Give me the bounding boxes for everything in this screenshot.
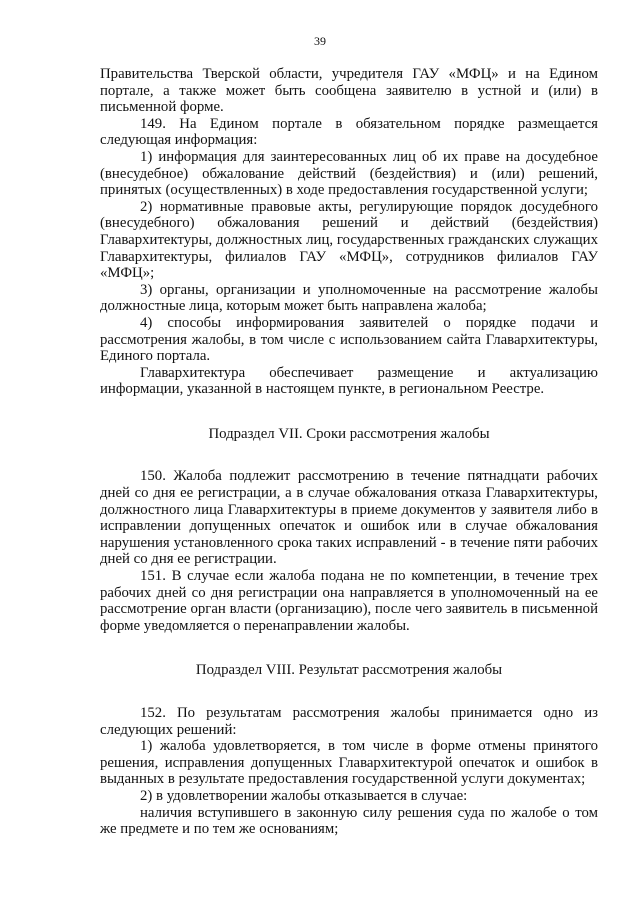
paragraph: 1) информация для заинтересованных лиц об их праве на досудебное (внесудебное) обжалование действий (бездействия) и (или) решений, принятых (осуществленных) в ходе предоставления государственной услуги; xyxy=(100,148,598,199)
page-number: 39 xyxy=(314,34,326,48)
paragraph: Главархитектура обеспечивает размещение и актуализацию информации, указанной в настоящем пункте, в региональном Реестре. xyxy=(100,364,598,398)
paragraph: 152. По результатам рассмотрения жалобы принимается одно из следующих решений: xyxy=(100,705,598,738)
paragraph: 1) жалоба удовлетворяется, в том числе в форме отмены принятого решения, исправления допущенных Главархитектурой опечаток и ошибок в выданных в результате предоставления государственной услуги документах; xyxy=(100,738,598,788)
section-heading-viii: Подраздел VIII. Результат рассмотрения жалобы xyxy=(195,662,503,679)
document-body xyxy=(100,66,598,838)
paragraph: 149. На Едином портале в обязательном порядке размещается следующая информация: xyxy=(100,115,598,149)
paragraph: 4) способы информирования заявителей о порядке подачи и рассмотрения жалобы, в том числе с использованием сайта Главархитектуры, Единого портала. xyxy=(100,314,598,365)
paragraph: 150. Жалоба подлежит рассмотрению в течение пятнадцати рабочих дней со дня ее регистрации, а в случае обжалования отказа Главархитектуры, должностного лица Главархитектуры в приеме документов у заявителя либо в исправлении допущенных опечаток и ошибок или в случае обжалования нарушения установленного срока таких исправлений - в течение пяти рабочих дней со дня ее регистрации. xyxy=(100,468,598,568)
paragraph: 2) нормативные правовые акты, регулирующие порядок досудебного (внесудебного) обжалования решений и действий (бездействия) Главархитектуры, должностных лиц, государственных гражданских служащих Главархитектуры, филиалов ГАУ «МФЦ», сотрудников филиалов ГАУ «МФЦ»; xyxy=(100,198,598,282)
paragraph: Правительства Тверской области, учредителя ГАУ «МФЦ» и на Едином портале, а также может быть сообщена заявителю в устной и (или) в письменной форме. xyxy=(100,66,598,116)
paragraph: 3) органы, организации и уполномоченные на рассмотрение жалобы должностные лица, которым может быть направлена жалоба; xyxy=(100,281,598,315)
paragraph: 151. В случае если жалоба подана не по компетенции, в течение трех рабочих дней со дня регистрации она направляется в уполномоченный на ее рассмотрение орган власти (организацию), после чего заявитель в письменной форме уведомляется о перенаправлении жалобы. xyxy=(100,568,598,634)
paragraph: 2) в удовлетворении жалобы отказывается в случае: xyxy=(140,787,468,804)
paragraph: наличия вступившего в законную силу решения суда по жалобе о том же предмете и по тем же основаниям; xyxy=(100,804,598,838)
section-heading-vii: Подраздел VII. Сроки рассмотрения жалобы xyxy=(208,425,490,442)
